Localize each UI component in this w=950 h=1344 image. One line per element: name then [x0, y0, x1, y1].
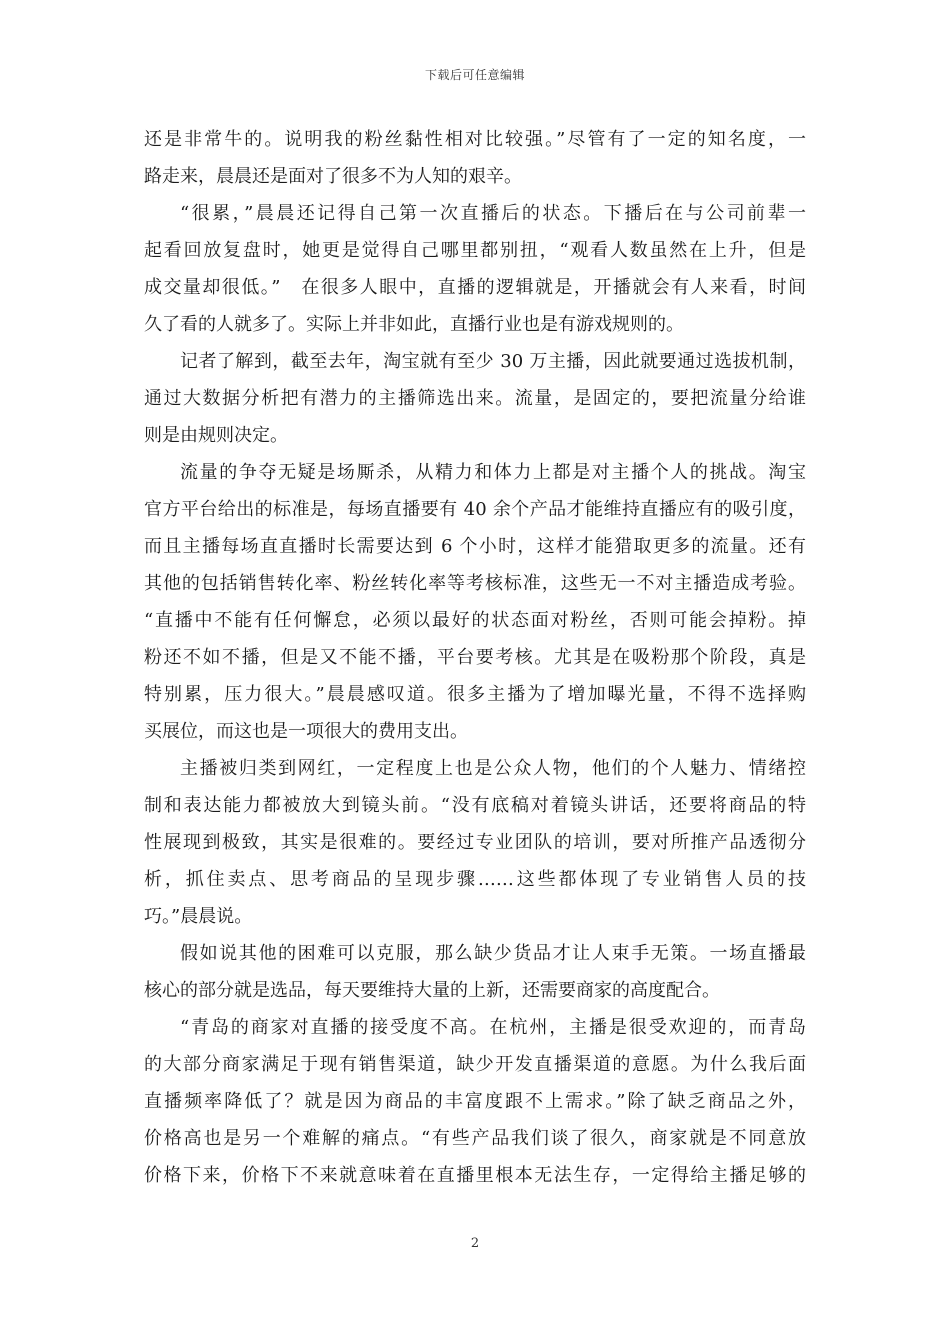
text-line: 析，抓住卖点、思考商品的呈现步骤……这些都体现了专业销售人员的技 [144, 869, 806, 890]
page-number: 2 [470, 1236, 480, 1251]
text-line: 而且主播每场直直播时长需要达到 6 个小时，这样才能猎取更多的流量。还有 [144, 536, 806, 557]
text-line: 特别累，压力很大。”晨晨感叹道。很多主播为了增加曝光量，不得不选择购 [144, 684, 806, 705]
paragraph [144, 343, 806, 454]
paragraph [144, 1009, 806, 1194]
page-header: 下载后可任意编辑 [424, 68, 525, 82]
text-line: 的大部分商家满足于现有销售渠道，缺少开发直播渠道的意愿。为什么我后面 [144, 1054, 806, 1075]
text-line: 久了看的人就多了。实际上并非如此，直播行业也是有游戏规则的。 [144, 314, 684, 335]
text-line: 粉还不如不播，但是又不能不播，平台要考核。尤其是在吸粉那个阶段，真是 [144, 647, 806, 668]
paragraph [144, 121, 806, 195]
text-line: 制和表达能力都被放大到镜头前。“没有底稿对着镜头讲话，还要将商品的特 [144, 795, 806, 816]
text-line: 核心的部分就是选品，每天要维持大量的上新，还需要商家的高度配合。 [144, 980, 720, 1001]
text-line: 价格下来，价格下不来就意味着在直播里根本无法生存，一定得给主播足够的 [144, 1165, 806, 1186]
text-line: “直播中不能有任何懈怠，必须以最好的状态面对粉丝，否则可能会掉粉。掉 [144, 610, 806, 631]
text-line: 性展现到极致，其实是很难的。要经过专业团队的培训，要对所推产品透彻分 [144, 832, 806, 853]
text-line: 价格高也是另一个难解的痛点。“有些产品我们谈了很久，商家就是不同意放 [144, 1128, 806, 1149]
text-line: 买展位，而这也是一项很大的费用支出。 [144, 721, 468, 742]
paragraph [144, 454, 806, 750]
text-line: 假如说其他的困难可以克服，那么缺少货品才让人束手无策。一场直播最 [180, 943, 806, 964]
text-line: 其他的包括销售转化率、粉丝转化率等考核标准，这些无一不对主播造成考验。 [144, 573, 806, 594]
text-line: 巧。”晨晨说。 [144, 906, 253, 927]
text-line: 直播频率降低了？就是因为商品的丰富度跟不上需求。”除了缺乏商品之外， [144, 1091, 806, 1112]
text-line: 路走来，晨晨还是面对了很多不为人知的艰辛。 [144, 166, 522, 187]
body-text [144, 121, 806, 1194]
text-line: 主播被归类到网红，一定程度上也是公众人物，他们的个人魅力、情绪控 [180, 758, 806, 779]
text-line: 流量的争夺无疑是场厮杀，从精力和体力上都是对主播个人的挑战。淘宝 [180, 462, 806, 483]
text-line: “很累，”晨晨还记得自己第一次直播后的状态。下播后在与公司前辈一 [180, 203, 806, 224]
text-line: 通过大数据分析把有潜力的主播筛选出来。流量，是固定的，要把流量分给谁 [144, 388, 806, 409]
text-line: 记者了解到，截至去年，淘宝就有至少 30 万主播，因此就要通过选拔机制， [180, 351, 806, 372]
text-line: “青岛的商家对直播的接受度不高。在杭州，主播是很受欢迎的，而青岛 [180, 1017, 806, 1038]
text-line: 还是非常牛的。说明我的粉丝黏性相对比较强。”尽管有了一定的知名度，一 [144, 129, 806, 150]
paragraph [144, 195, 806, 343]
paragraph [144, 935, 806, 1009]
paragraph [144, 750, 806, 935]
text-line: 成交量却很低。” 在很多人眼中，直播的逻辑就是，开播就会有人来看，时间 [144, 277, 806, 298]
text-line: 起看回放复盘时，她更是觉得自己哪里都别扭，“观看人数虽然在上升，但是 [144, 240, 806, 261]
text-line: 官方平台给出的标准是，每场直播要有 40 余个产品才能维持直播应有的吸引度， [144, 499, 806, 520]
text-line: 则是由规则决定。 [144, 425, 288, 446]
